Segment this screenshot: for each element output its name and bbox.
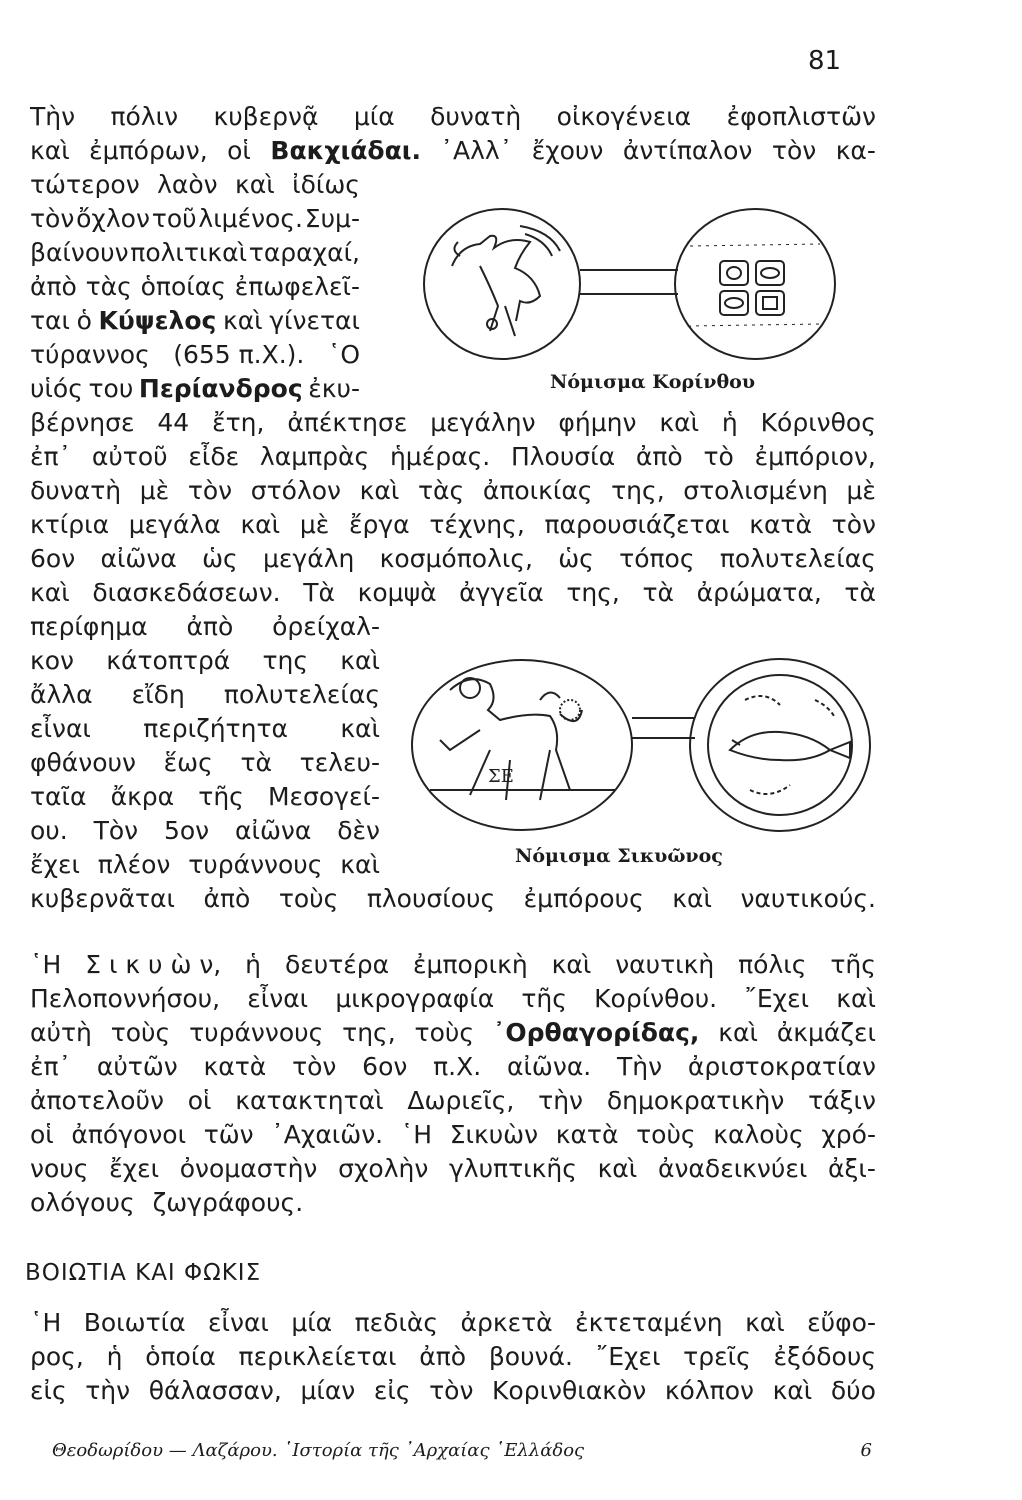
word: αὐτῶν	[96, 1052, 178, 1081]
word: κατακτηταὶ	[235, 1086, 384, 1115]
word: ῾Η	[30, 1308, 62, 1337]
word: δημοκρατικὴν	[606, 1086, 785, 1115]
word: καλοὺς	[713, 1120, 804, 1149]
word: στόλον	[250, 476, 342, 505]
word: πλουσίους	[366, 884, 496, 913]
word: τῆς	[198, 782, 244, 811]
word: εἰς	[30, 1376, 67, 1405]
word: τὰς	[417, 476, 465, 505]
word: Βοιωτία	[83, 1308, 186, 1337]
word: τὸν	[771, 136, 817, 165]
word: κατὰ	[749, 510, 812, 539]
word: της,	[342, 1018, 396, 1047]
word: μία	[291, 1308, 333, 1337]
word: τὰ	[240, 748, 272, 777]
word: ἐμπορικὴ	[413, 950, 528, 979]
word: ταῖα	[30, 782, 87, 811]
figure-corinth-coin	[420, 206, 860, 406]
word: διασκεδάσεων.	[92, 578, 281, 607]
word: ῎Εχει	[595, 1342, 661, 1371]
text-line	[30, 848, 380, 882]
word: τοὺς	[636, 1120, 696, 1149]
word: 6ον	[30, 544, 76, 573]
text-line	[30, 270, 360, 304]
word: κομψὰ	[357, 578, 437, 607]
corinth-coin-reverse	[675, 209, 835, 359]
word: καὶ	[235, 170, 275, 199]
text-line	[30, 610, 380, 644]
word: εἴδη	[131, 680, 185, 709]
word: τύραννος	[30, 340, 150, 369]
text-line	[30, 1152, 876, 1186]
word: ἀπόγονοι	[71, 1120, 187, 1149]
word: ἀπὸ	[419, 1342, 467, 1371]
word: ἡ	[106, 1342, 123, 1371]
word: τὰ	[642, 578, 674, 607]
word: καὶ	[30, 136, 70, 165]
word: βαίνουν	[30, 238, 129, 267]
word: Δωριεῖς,	[407, 1086, 515, 1115]
text-line	[30, 780, 380, 814]
word: μίαν	[300, 1376, 356, 1405]
word: Σ ι κ υ ὼ ν,	[85, 950, 222, 979]
word: περικλείεται	[238, 1342, 397, 1371]
text-line	[30, 542, 876, 576]
word: της,	[566, 578, 620, 607]
word: ᾿Αλλ᾿	[440, 136, 513, 165]
word: Συμ-	[304, 204, 360, 233]
word: τὰ	[844, 578, 876, 607]
word: τὸν	[831, 510, 876, 539]
word: τὸν	[187, 476, 233, 505]
word: ὁ	[76, 306, 92, 335]
word: του	[88, 374, 134, 403]
text-line	[30, 100, 876, 134]
word: κοσμόπολις,	[379, 544, 533, 573]
word: τέχνης,	[429, 510, 525, 539]
word: ταραχαί,	[248, 238, 360, 267]
text-line	[30, 1118, 876, 1152]
word: τόπος	[619, 544, 695, 573]
word: μεγάλα	[128, 510, 221, 539]
word: ἀπὸ	[635, 442, 683, 471]
word: ἄλλα	[30, 680, 93, 709]
word: ἡμέρας.	[389, 442, 491, 471]
word: ἀπὸ	[30, 272, 77, 301]
text-line	[30, 1306, 876, 1340]
word: μεγάλη	[263, 544, 355, 573]
word: ἐμπόριον,	[754, 442, 876, 471]
text-line	[30, 1374, 876, 1408]
footer-signature-number: 6	[860, 1440, 872, 1461]
word: 6ον	[362, 1052, 408, 1081]
word: κόλπον	[664, 1376, 754, 1405]
word: αἰῶνα	[100, 544, 177, 573]
word: ἀποικίας	[482, 476, 593, 505]
word: τελευ-	[299, 748, 380, 777]
word: ἀξι-	[828, 1154, 876, 1183]
word: τὴν	[85, 1376, 131, 1405]
word: ἔτη,	[212, 408, 265, 437]
word: τοὺς	[110, 1018, 171, 1047]
word: εἰς	[373, 1376, 411, 1405]
word: ἀπέκτησε	[287, 408, 408, 437]
text-line	[30, 406, 876, 440]
word: καὶ	[222, 306, 263, 335]
word: ῾Η	[400, 1120, 433, 1149]
corinth-coin-illustration	[420, 206, 860, 371]
word: καὶ	[340, 850, 380, 879]
word: ὡς	[558, 544, 594, 573]
word: γλυπτικῆς	[449, 1154, 577, 1183]
word: καὶ	[745, 1308, 785, 1337]
word: τυράννους	[188, 850, 323, 879]
word: τυράννους	[189, 1018, 324, 1047]
text-line	[30, 338, 360, 372]
word: Κορινθιακὸν	[492, 1376, 647, 1405]
word: εὔφο-	[807, 1308, 876, 1337]
word: ἀγγεῖα	[459, 578, 544, 607]
word: εἶναι	[247, 984, 309, 1013]
text-line	[30, 1340, 876, 1374]
word: αἰῶνα.	[506, 1052, 592, 1081]
word: Τὰ	[303, 578, 336, 607]
word: Περίανδρος	[138, 374, 303, 403]
word: ἀποτελοῦν	[30, 1086, 164, 1115]
word: βουνά.	[488, 1342, 573, 1371]
text-line	[30, 372, 360, 406]
text-line	[30, 576, 876, 610]
word: μεγάλην	[430, 408, 536, 437]
word: τοὺς	[278, 884, 339, 913]
word: χρό-	[821, 1120, 876, 1149]
text-line	[30, 1186, 876, 1220]
word: μὲ	[139, 476, 170, 505]
word: τρεῖς	[683, 1342, 751, 1371]
word: ναυτικὴ	[615, 950, 715, 979]
word: Κόρινθος	[760, 408, 876, 437]
word: ἔχει	[30, 850, 80, 879]
word: κατὰ	[203, 1052, 267, 1081]
word: δυνατὴ	[430, 102, 522, 131]
text-line	[30, 304, 360, 338]
word: Τὸν	[93, 816, 139, 845]
dove-figure	[730, 732, 830, 760]
word: σχολὴν	[338, 1154, 429, 1183]
word: πόλις	[738, 950, 807, 979]
word: Πλουσία	[510, 442, 616, 471]
word: ἀπὸ	[186, 612, 234, 641]
word: ἰδίως	[292, 170, 360, 199]
word: αἰῶνα	[235, 816, 312, 845]
word: κυβερνᾶται	[30, 884, 175, 913]
sikyon-coin-illustration	[410, 650, 880, 835]
word: Σικυὼν	[449, 1120, 539, 1149]
word: εἶναι	[30, 714, 91, 743]
word: αὐτὴ	[30, 1018, 92, 1047]
word: κάτοπτρά	[106, 646, 231, 675]
word: ῾Ο	[327, 340, 360, 369]
word: οἱ	[187, 1086, 212, 1115]
text-line	[30, 1050, 876, 1084]
paragraph-sikyon	[30, 948, 876, 1220]
word: κτίρια	[30, 510, 110, 539]
word: καὶ	[359, 476, 400, 505]
word: ὁποία	[145, 1342, 216, 1371]
word: τὸν	[429, 1376, 474, 1405]
word: Κύψελος	[98, 306, 217, 335]
text-line	[30, 678, 380, 712]
text-line	[30, 1084, 876, 1118]
word: ἐκυ-	[308, 374, 360, 403]
word: Βακχιάδαι.	[270, 136, 422, 165]
word: λαὸν	[157, 170, 218, 199]
word: ἀρκετὰ	[460, 1308, 553, 1337]
word: καὶ	[597, 1154, 638, 1183]
word: ἐπ᾿	[30, 442, 72, 471]
word: νους	[30, 1154, 89, 1183]
word: καὶ	[340, 646, 380, 675]
word: ἐφοπλιστῶν	[726, 102, 876, 131]
word: ἔχουν	[531, 136, 604, 165]
page-footer	[52, 1440, 872, 1461]
word: τὰς	[85, 272, 132, 301]
word: ἀπὸ	[203, 884, 251, 913]
word: περίφημα	[30, 612, 148, 641]
word: οἰκογένεια	[556, 102, 692, 131]
text-line	[30, 814, 380, 848]
word: κον	[30, 646, 74, 675]
text-line	[30, 948, 876, 982]
pegasus-coin-obverse	[424, 209, 580, 359]
word: της,	[611, 476, 665, 505]
word: 44	[157, 408, 190, 437]
word: τοὺς	[414, 1018, 475, 1047]
word: τῆς	[521, 984, 567, 1013]
word: καὶ	[30, 578, 70, 607]
word: κα-	[835, 136, 876, 165]
text-line	[30, 1016, 876, 1050]
word: δύο	[830, 1376, 876, 1405]
word: πολιτικαὶ	[130, 238, 248, 267]
word: ἕως	[163, 748, 213, 777]
word: ὀρείχαλ-	[272, 612, 380, 641]
word: λαμπρὰς	[259, 442, 370, 471]
word: τώτερον	[30, 170, 140, 199]
text-line	[30, 982, 876, 1016]
word: καὶ	[672, 884, 712, 913]
text-line	[30, 644, 380, 678]
word: π.Χ.	[433, 1052, 482, 1081]
word: παρουσιάζεται	[544, 510, 730, 539]
paragraph-boeotia	[30, 1306, 876, 1408]
word: Κορίνθου.	[594, 984, 718, 1013]
word: δευτέρα	[284, 950, 390, 979]
word: ῾Η	[30, 950, 62, 979]
word: μὲ	[846, 476, 876, 505]
word: οἱ	[227, 136, 251, 165]
text-line	[30, 168, 360, 202]
word: ναυτικούς.	[740, 884, 876, 913]
word: καὶ	[659, 408, 700, 437]
word: πολυτελείας	[719, 544, 876, 573]
word: κατὰ	[555, 1120, 619, 1149]
word: γίνεται	[269, 306, 360, 335]
text-line	[30, 236, 360, 270]
word: οἱ	[30, 1120, 54, 1149]
word: ῎Εχει	[744, 984, 810, 1013]
word: μία	[353, 102, 395, 131]
word: τὴν	[538, 1086, 584, 1115]
word: ου.	[30, 816, 68, 845]
word: ὁποίας	[140, 272, 226, 301]
word: βέρνησε	[30, 408, 135, 437]
word: αὐτοῦ	[91, 442, 168, 471]
text-line	[30, 882, 876, 916]
word: πλέον	[97, 850, 171, 879]
text-line	[30, 202, 360, 236]
word: μικρογραφία	[335, 984, 495, 1013]
word: καὶ	[772, 1376, 813, 1405]
figure-caption: Νόμισμα Σικυῶνος	[515, 845, 723, 867]
word: ἐμπόρους	[523, 884, 644, 913]
word: ολόγους	[30, 1188, 135, 1217]
word: ἀρώματα,	[696, 578, 822, 607]
word: λιμένος.	[198, 204, 303, 233]
text-line	[30, 746, 380, 780]
word: Τὴν	[617, 1052, 663, 1081]
word: της	[262, 646, 309, 675]
word: τοῦ	[151, 204, 197, 233]
text-line	[30, 712, 380, 746]
word: ἐπ᾿	[30, 1052, 72, 1081]
word: ἀριστοκρατίαν	[687, 1052, 876, 1081]
text-line	[30, 508, 876, 542]
figure-sikyon-coin	[410, 650, 880, 870]
page-number: 81	[808, 46, 842, 76]
word: δὲν	[337, 816, 380, 845]
word: δυνατὴ	[30, 476, 122, 505]
word: κυβερνᾷ	[213, 102, 319, 131]
word: υἱός	[30, 374, 83, 403]
word: εἶναι	[208, 1308, 269, 1337]
word: ὄχλον	[76, 204, 150, 233]
word: καὶ	[836, 984, 876, 1013]
word: ᾿Ορθαγορίδας,	[492, 1018, 700, 1047]
word: Μεσογεί-	[267, 782, 380, 811]
word: τὸν	[30, 204, 75, 233]
word: τῶν	[203, 1120, 254, 1149]
word: φθάνουν	[30, 748, 136, 777]
word: τὸ	[703, 442, 734, 471]
word: στολισμένη	[683, 476, 828, 505]
word: Πελοποννήσου,	[30, 984, 221, 1013]
word: ἐπωφελεῖ-	[234, 272, 360, 301]
word: τάξιν	[808, 1086, 876, 1115]
word: ζωγράφους.	[152, 1188, 304, 1217]
word: ἐξόδους	[773, 1342, 876, 1371]
word: ἔργα	[348, 510, 410, 539]
word: (655 π.Χ.).	[173, 340, 305, 369]
word: μὲ	[299, 510, 330, 539]
text-line	[30, 474, 876, 508]
word: φήμην	[558, 408, 637, 437]
word: ᾿Αχαιῶν.	[271, 1120, 384, 1149]
word: ἡ	[721, 408, 738, 437]
word: Τὴν	[30, 102, 76, 131]
word: θάλασσαν,	[148, 1376, 282, 1405]
word: 5ον	[163, 816, 210, 845]
word: ἄκρα	[110, 782, 175, 811]
word: καὶ	[340, 714, 380, 743]
word: ἀναδεικνύει	[657, 1154, 808, 1183]
word: ἐκτεταμένη	[575, 1308, 723, 1337]
word: ἔχει	[109, 1154, 160, 1183]
section-heading: ΒΟΙΩΤΙΑ ΚΑΙ ΦΩΚΙΣ	[25, 1260, 262, 1286]
word: καὶ	[718, 1018, 758, 1047]
footer-book-title: Θεοδωρίδου — Λαζάρου. ῾Ιστορία τῆς ᾿Αρχαίας ῾Ελλάδος	[52, 1440, 585, 1461]
word: ἀκμάζει	[776, 1018, 876, 1047]
word: πολυτελείας	[223, 680, 380, 709]
word: ἐμπόρων,	[89, 136, 208, 165]
word: τῆς	[830, 950, 876, 979]
word: ρος,	[30, 1342, 84, 1371]
text-line	[30, 134, 876, 168]
word: ὡς	[202, 544, 238, 573]
word: ἀντίπαλον	[622, 136, 753, 165]
word: πεδιὰς	[354, 1308, 439, 1337]
coin-letters: ΣΕ	[488, 766, 514, 787]
word: καὶ	[240, 510, 281, 539]
word: πόλιν	[110, 102, 179, 131]
text-line	[30, 440, 876, 474]
word: ὀνομαστὴν	[179, 1154, 318, 1183]
word: περιζήτητα	[143, 714, 288, 743]
word: εἶδε	[188, 442, 240, 471]
figure-caption: Νόμισμα Κορίνθου	[550, 371, 756, 393]
word: ται	[30, 306, 70, 335]
word: ἡ	[245, 950, 262, 979]
word: καὶ	[551, 950, 592, 979]
word: τὸν	[292, 1052, 337, 1081]
